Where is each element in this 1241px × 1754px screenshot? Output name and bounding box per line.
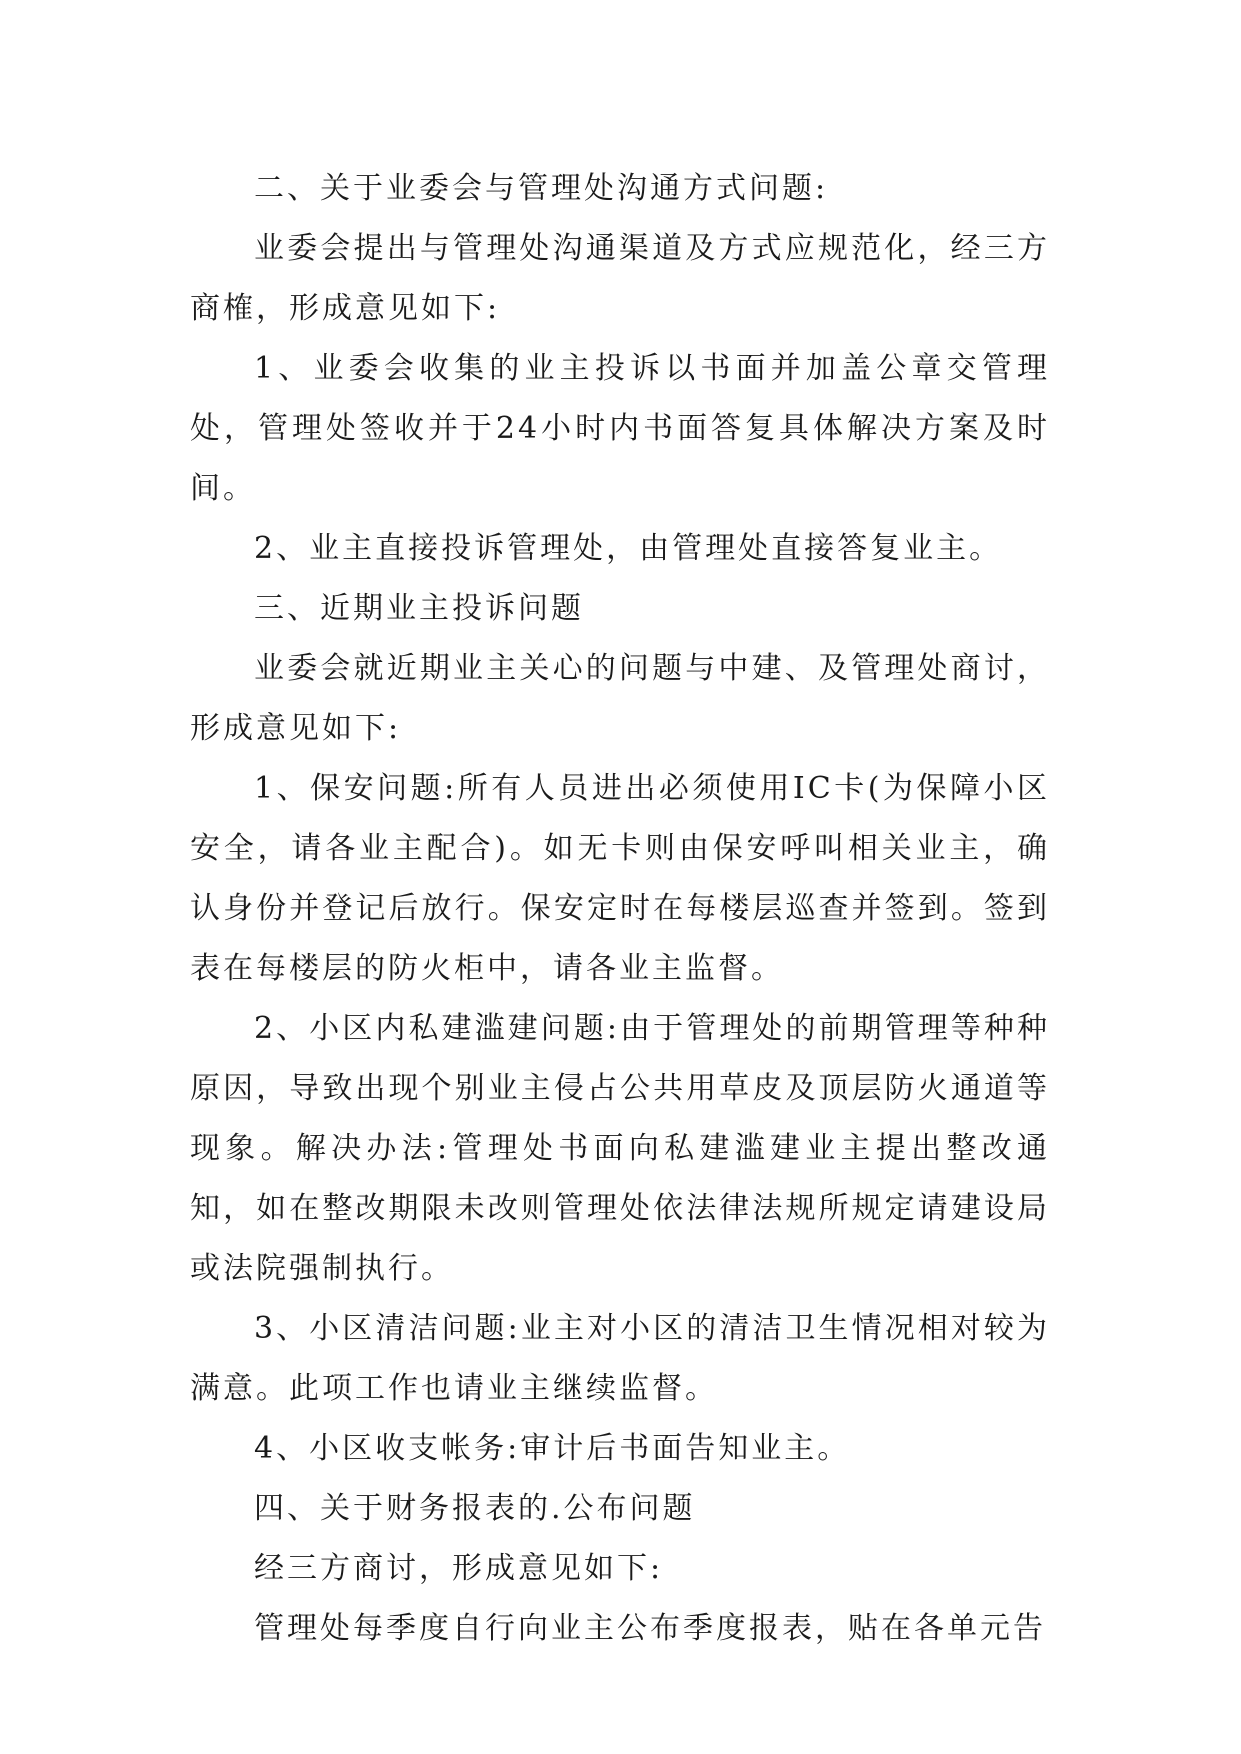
paragraph-quarterly-reports: 管理处每季度自行向业主公布季度报表，贴在各单元告 <box>254 1611 1046 1646</box>
paragraph-communication-intro: 业委会提出与管理处沟通渠道及方式应规范化，经三方商榷，形成意见如下: <box>190 231 1050 326</box>
paragraph-recent-intro: 业委会就近期业主关心的问题与中建、及管理处商讨，形成意见如下: <box>190 651 1050 746</box>
paragraph-accounts-issue: 4、小区收支帐务:审计后书面告知业主。 <box>254 1431 851 1466</box>
section-heading-recent-complaints: 三、近期业主投诉问题 <box>254 591 584 626</box>
paragraph-complaint-direct: 2、业主直接投诉管理处，由管理处直接答复业主。 <box>254 531 1003 566</box>
document-body <box>190 159 1050 1659</box>
section-heading-financial-reports: 四、关于财务报表的.公布问题 <box>254 1491 696 1526</box>
paragraph-cleaning-issue: 3、小区清洁问题:业主对小区的清洁卫生情况相对较为满意。此项工作也请业主继续监督。 <box>190 1311 1050 1406</box>
paragraph-financial-intro: 经三方商讨，形成意见如下: <box>254 1551 664 1586</box>
section-heading-communication: 二、关于业委会与管理处沟通方式问题: <box>254 171 829 206</box>
paragraph-complaint-written: 1、业委会收集的业主投诉以书面并加盖公章交管理处，管理处签收并于24小时内书面答复具体解决方案及时间。 <box>190 351 1050 506</box>
paragraph-illegal-construction: 2、小区内私建滥建问题:由于管理处的前期管理等种种原因，导致出现个别业主侵占公共用草皮及顶层防火通道等现象。解决办法:管理处书面向私建滥建业主提出整改通知，如在整改期限未改则管理处依法律法规所规定请建设局或法院强制执行。 <box>190 1011 1050 1286</box>
paragraph-security-issue: 1、保安问题:所有人员进出必须使用IC卡(为保障小区安全，请各业主配合)。如无卡则由保安呼叫相关业主，确认身份并登记后放行。保安定时在每楼层巡查并签到。签到表在每楼层的防火柜中，请各业主监督。 <box>190 771 1050 986</box>
